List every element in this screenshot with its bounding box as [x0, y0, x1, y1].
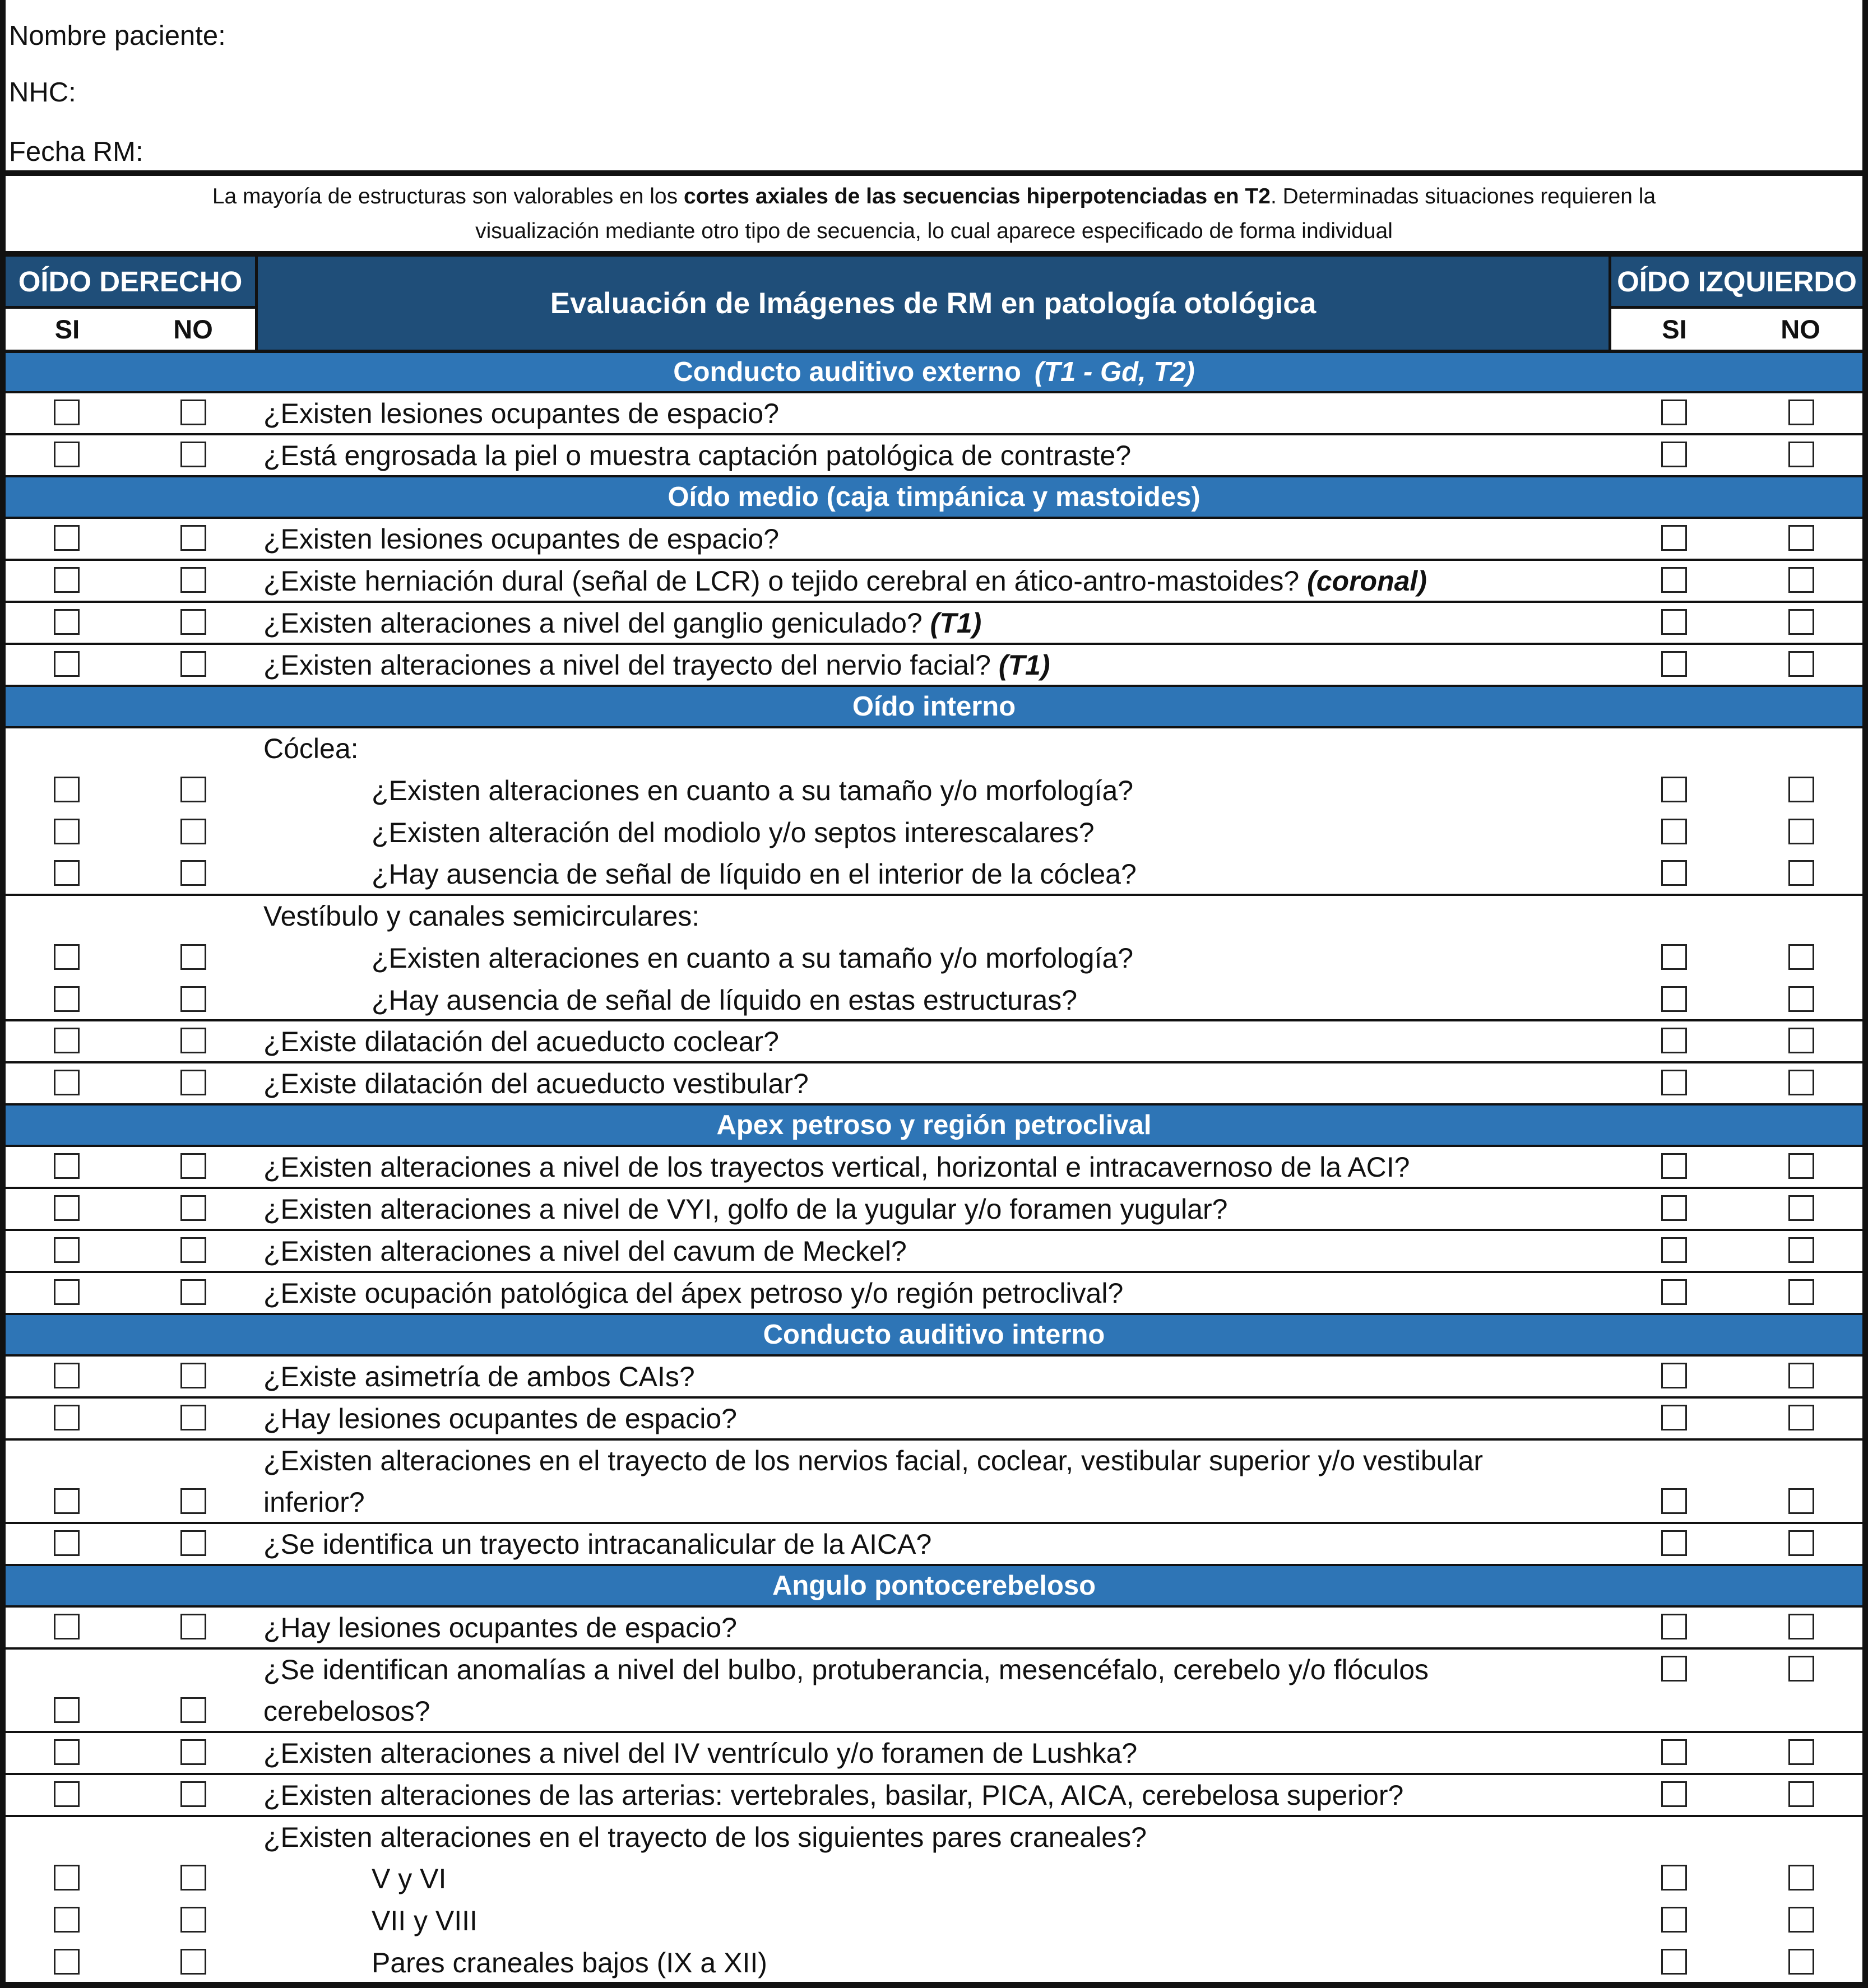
- question-text: ¿Existe ocupación patológica del ápex petroso y/o región petroclival?: [263, 1278, 1124, 1309]
- right-no-checkbox[interactable]: [180, 442, 206, 467]
- right-no-checkbox[interactable]: [180, 1153, 206, 1179]
- left-yes-checkbox[interactable]: [1661, 1279, 1687, 1305]
- question-text: V y VI: [372, 1863, 447, 1894]
- left-yes-checkbox[interactable]: [1661, 567, 1687, 593]
- question-text: [263, 609, 981, 637]
- question-text: ¿Hay lesiones ocupantes de espacio?: [263, 1403, 737, 1434]
- right-no-checkbox[interactable]: [180, 1070, 206, 1095]
- right-yes-checkbox[interactable]: [54, 567, 80, 593]
- left-yes-checkbox[interactable]: [1661, 1530, 1687, 1556]
- right-yes-checkbox[interactable]: [54, 777, 80, 802]
- left-no-checkbox[interactable]: [1788, 986, 1814, 1012]
- question-text: ¿Existen alteraciones a nivel del IV ventrículo y/o foramen de Lushka?: [263, 1738, 1138, 1769]
- left-no-checkbox[interactable]: [1788, 1363, 1814, 1388]
- question-text: ¿Existe dilatación del acueducto coclear?: [263, 1026, 779, 1057]
- section-note: (T1 - Gd, T2): [1034, 357, 1195, 387]
- right-yes-checkbox[interactable]: [54, 1865, 80, 1891]
- left-yes-checkbox[interactable]: [1661, 1237, 1687, 1263]
- question-text: ¿Hay lesiones ocupantes de espacio?: [263, 1612, 737, 1643]
- left-no-checkbox[interactable]: [1788, 1865, 1814, 1891]
- question-text-main: ¿Existen alteraciones a nivel del trayecto del nervio facial?: [263, 649, 991, 681]
- section-oido-medio: Oído medio (caja timpánica y mastoides): [6, 477, 1862, 517]
- question-text: ¿Existen alteraciones de las arterias: vertebrales, basilar, PICA, AICA, cerebelosa superior?: [263, 1780, 1404, 1811]
- right-yes-checkbox[interactable]: [54, 1697, 80, 1723]
- left-yes-checkbox[interactable]: [1661, 1488, 1687, 1514]
- right-yes-checkbox[interactable]: [54, 525, 80, 551]
- question-text: ¿Se identifica un trayecto intracanalicular de la AICA?: [263, 1529, 932, 1560]
- right-no-checkbox[interactable]: [180, 1949, 206, 1975]
- left-no-checkbox[interactable]: [1788, 609, 1814, 635]
- question-note: (T1): [930, 607, 982, 639]
- section-conducto-auditivo-interno: Conducto auditivo interno: [6, 1315, 1862, 1354]
- section-title: Conducto auditivo externo: [673, 357, 1021, 387]
- right-yes-checkbox[interactable]: [54, 1028, 80, 1053]
- right-yes-header: SI: [54, 314, 80, 344]
- left-yes-checkbox[interactable]: [1661, 1195, 1687, 1221]
- left-no-checkbox[interactable]: [1788, 1907, 1814, 1933]
- left-yes-checkbox[interactable]: [1661, 400, 1687, 425]
- patient-nhc-label: NHC:: [9, 77, 76, 108]
- left-yes-checkbox[interactable]: [1661, 1363, 1687, 1388]
- left-yes-checkbox[interactable]: [1661, 1153, 1687, 1179]
- right-no-checkbox[interactable]: [180, 986, 206, 1012]
- right-yes-checkbox[interactable]: [54, 609, 80, 635]
- question-text: ¿Existen alteraciones a nivel de VYI, golfo de la yugular y/o foramen yugular?: [263, 1193, 1228, 1225]
- subgroup-label: Vestíbulo y canales semicirculares:: [263, 900, 700, 932]
- right-no-checkbox[interactable]: [180, 944, 206, 970]
- question-text: VII y VIII: [372, 1905, 478, 1936]
- question-text: ¿Existen alteraciones en cuanto a su tamaño y/o morfología?: [372, 942, 1134, 974]
- section-oido-interno: Oído interno: [6, 687, 1862, 726]
- left-yes-checkbox[interactable]: [1661, 1614, 1687, 1639]
- section-conducto-auditivo-externo: [6, 353, 1862, 391]
- question-text: ¿Existen alteraciones en cuanto a su tamaño y/o morfología?: [372, 775, 1134, 806]
- left-no-checkbox[interactable]: [1788, 1781, 1814, 1807]
- right-no-checkbox[interactable]: [180, 1530, 206, 1556]
- intro-note: [6, 178, 1862, 250]
- right-yes-checkbox[interactable]: [54, 819, 80, 844]
- question-text: ¿Existen alteraciones en el trayecto de los siguientes pares craneales?: [263, 1822, 1147, 1853]
- left-yes-checkbox[interactable]: [1661, 442, 1687, 467]
- right-yes-checkbox[interactable]: [54, 651, 80, 677]
- right-yes-checkbox[interactable]: [54, 1530, 80, 1556]
- left-yes-checkbox[interactable]: [1661, 1907, 1687, 1933]
- right-yes-checkbox[interactable]: [54, 1949, 80, 1975]
- intro-text-bold: cortes axiales de las secuencias hiperpotenciadas en T2: [683, 184, 1271, 208]
- left-no-checkbox[interactable]: [1788, 777, 1814, 802]
- right-no-checkbox[interactable]: [180, 1488, 206, 1514]
- right-yes-checkbox[interactable]: [54, 1237, 80, 1263]
- right-no-checkbox[interactable]: [180, 1237, 206, 1263]
- question-text: ¿Hay ausencia de señal de líquido en el interior de la cóclea?: [372, 858, 1137, 890]
- left-no-checkbox[interactable]: [1788, 1656, 1814, 1682]
- right-no-checkbox[interactable]: [180, 1279, 206, 1305]
- left-no-checkbox[interactable]: [1788, 819, 1814, 844]
- question-note: (T1): [998, 649, 1050, 681]
- right-no-checkbox[interactable]: [180, 819, 206, 844]
- right-no-checkbox[interactable]: [180, 1907, 206, 1933]
- left-no-checkbox[interactable]: [1788, 442, 1814, 467]
- right-no-checkbox[interactable]: [180, 1739, 206, 1765]
- right-yes-checkbox[interactable]: [54, 1195, 80, 1221]
- right-no-checkbox[interactable]: [180, 1405, 206, 1430]
- left-no-checkbox[interactable]: [1788, 1949, 1814, 1975]
- left-no-checkbox[interactable]: [1788, 1530, 1814, 1556]
- left-yes-checkbox[interactable]: [1661, 1739, 1687, 1765]
- right-no-checkbox[interactable]: [180, 651, 206, 677]
- right-no-checkbox[interactable]: [180, 400, 206, 425]
- right-no-checkbox[interactable]: [180, 609, 206, 635]
- question-text: ¿Existen lesiones ocupantes de espacio?: [263, 398, 780, 429]
- right-no-checkbox[interactable]: [180, 1697, 206, 1723]
- right-yes-checkbox[interactable]: [54, 1363, 80, 1388]
- right-yes-checkbox[interactable]: [54, 1739, 80, 1765]
- section-angulo-pontocerebeloso: Angulo pontocerebeloso: [6, 1566, 1862, 1605]
- question-text: ¿Existe asimetría de ambos CAIs?: [263, 1361, 695, 1392]
- right-yes-checkbox[interactable]: [54, 1488, 80, 1514]
- right-ear-header: OÍDO DERECHO: [6, 257, 255, 306]
- right-yes-checkbox[interactable]: [54, 1279, 80, 1305]
- left-no-checkbox[interactable]: [1788, 944, 1814, 970]
- question-text: ¿Existen alteraciones en el trayecto de los nervios facial, coclear, vestibular superior y/o vestibular: [263, 1445, 1484, 1476]
- left-yes-checkbox[interactable]: [1661, 1949, 1687, 1975]
- left-no-checkbox[interactable]: [1788, 567, 1814, 593]
- right-no-checkbox[interactable]: [180, 1028, 206, 1053]
- left-no-checkbox[interactable]: [1788, 860, 1814, 886]
- question-text-cont: cerebelosos?: [263, 1696, 430, 1727]
- right-no-checkbox[interactable]: [180, 860, 206, 886]
- intro-text-2: . Determinadas situaciones requieren la: [1270, 184, 1656, 208]
- question-text: [263, 651, 1050, 679]
- question-text: Pares craneales bajos (IX a XII): [372, 1947, 767, 1978]
- left-yes-header: SI: [1662, 314, 1687, 344]
- left-no-checkbox[interactable]: [1788, 525, 1814, 551]
- right-yes-checkbox[interactable]: [54, 1907, 80, 1933]
- left-no-checkbox[interactable]: [1788, 1279, 1814, 1305]
- left-yes-checkbox[interactable]: [1661, 1028, 1687, 1053]
- left-yes-checkbox[interactable]: [1661, 860, 1687, 886]
- right-no-checkbox[interactable]: [180, 777, 206, 802]
- right-no-checkbox[interactable]: [180, 1195, 206, 1221]
- left-yes-checkbox[interactable]: [1661, 1405, 1687, 1430]
- question-text: ¿Existe dilatación del acueducto vestibular?: [263, 1068, 809, 1099]
- question-text: ¿Existen lesiones ocupantes de espacio?: [263, 523, 780, 555]
- left-no-checkbox[interactable]: [1788, 400, 1814, 425]
- left-no-checkbox[interactable]: [1788, 1028, 1814, 1053]
- left-yes-checkbox[interactable]: [1661, 986, 1687, 1012]
- patient-date-label: Fecha RM:: [9, 137, 143, 167]
- form-title: Evaluación de Imágenes de RM en patología otológica: [258, 257, 1609, 350]
- subgroup-label: Cóclea:: [263, 733, 359, 764]
- intro-text-line2: visualización mediante otro tipo de secuencia, lo cual aparece especificado de forma individual: [475, 219, 1393, 243]
- left-yes-checkbox[interactable]: [1661, 525, 1687, 551]
- left-ear-header: OÍDO IZQUIERDO: [1611, 257, 1862, 306]
- question-text: ¿Hay ausencia de señal de líquido en estas estructuras?: [372, 984, 1078, 1016]
- left-yes-checkbox[interactable]: [1661, 819, 1687, 844]
- left-no-checkbox[interactable]: [1788, 1237, 1814, 1263]
- right-no-checkbox[interactable]: [180, 567, 206, 593]
- right-no-checkbox[interactable]: [180, 1614, 206, 1639]
- question-text-main: ¿Existe herniación dural (señal de LCR) o tejido cerebral en ático-antro-mastoides?: [263, 565, 1300, 597]
- left-no-checkbox[interactable]: [1788, 651, 1814, 677]
- question-text-main: ¿Existen alteraciones a nivel del ganglio geniculado?: [263, 607, 923, 639]
- left-yes-checkbox[interactable]: [1661, 944, 1687, 970]
- left-yes-checkbox[interactable]: [1661, 609, 1687, 635]
- left-no-checkbox[interactable]: [1788, 1070, 1814, 1095]
- right-yes-checkbox[interactable]: [54, 1070, 80, 1095]
- right-yes-checkbox[interactable]: [54, 1781, 80, 1807]
- question-text: ¿Existen alteraciones a nivel del cavum de Meckel?: [263, 1235, 907, 1267]
- question-text: ¿Se identifican anomalías a nivel del bulbo, protuberancia, mesencéfalo, cerebelo y/o flóculos: [263, 1654, 1429, 1685]
- right-no-checkbox[interactable]: [180, 525, 206, 551]
- left-yes-checkbox[interactable]: [1661, 1070, 1687, 1095]
- question-text: ¿Está engrosada la piel o muestra captación patológica de contraste?: [263, 440, 1132, 471]
- left-no-checkbox[interactable]: [1788, 1153, 1814, 1179]
- left-no-checkbox[interactable]: [1788, 1614, 1814, 1639]
- left-yes-checkbox[interactable]: [1661, 651, 1687, 677]
- right-yes-checkbox[interactable]: [54, 1153, 80, 1179]
- question-text: ¿Existen alteraciones a nivel de los trayectos vertical, horizontal e intracavernoso de la ACI?: [263, 1151, 1410, 1183]
- intro-text-1: La mayoría de estructuras son valorables en los: [212, 184, 684, 208]
- question-note: (coronal): [1307, 565, 1427, 597]
- right-yes-checkbox[interactable]: [54, 986, 80, 1012]
- right-no-checkbox[interactable]: [180, 1865, 206, 1891]
- left-yes-checkbox[interactable]: [1661, 1865, 1687, 1891]
- right-yes-checkbox[interactable]: [54, 944, 80, 970]
- right-no-header: NO: [173, 314, 213, 344]
- left-no-checkbox[interactable]: [1788, 1195, 1814, 1221]
- left-no-checkbox[interactable]: [1788, 1739, 1814, 1765]
- right-yes-checkbox[interactable]: [54, 860, 80, 886]
- section-apex-petroso: Apex petroso y región petroclival: [6, 1106, 1862, 1145]
- left-no-header: NO: [1781, 314, 1820, 344]
- right-no-checkbox[interactable]: [180, 1781, 206, 1807]
- left-yes-checkbox[interactable]: [1661, 1656, 1687, 1682]
- right-yes-checkbox[interactable]: [54, 400, 80, 425]
- question-text-cont: inferior?: [263, 1487, 365, 1518]
- right-yes-checkbox[interactable]: [54, 1614, 80, 1639]
- right-yes-checkbox[interactable]: [54, 442, 80, 467]
- right-no-checkbox[interactable]: [180, 1363, 206, 1388]
- question-text: [263, 567, 1427, 595]
- question-text: ¿Existen alteración del modiolo y/o septos interescalares?: [372, 817, 1095, 848]
- left-no-checkbox[interactable]: [1788, 1405, 1814, 1430]
- left-yes-checkbox[interactable]: [1661, 777, 1687, 802]
- right-yes-checkbox[interactable]: [54, 1405, 80, 1430]
- left-yes-checkbox[interactable]: [1661, 1781, 1687, 1807]
- patient-name-label: Nombre paciente:: [9, 21, 226, 51]
- left-no-checkbox[interactable]: [1788, 1488, 1814, 1514]
